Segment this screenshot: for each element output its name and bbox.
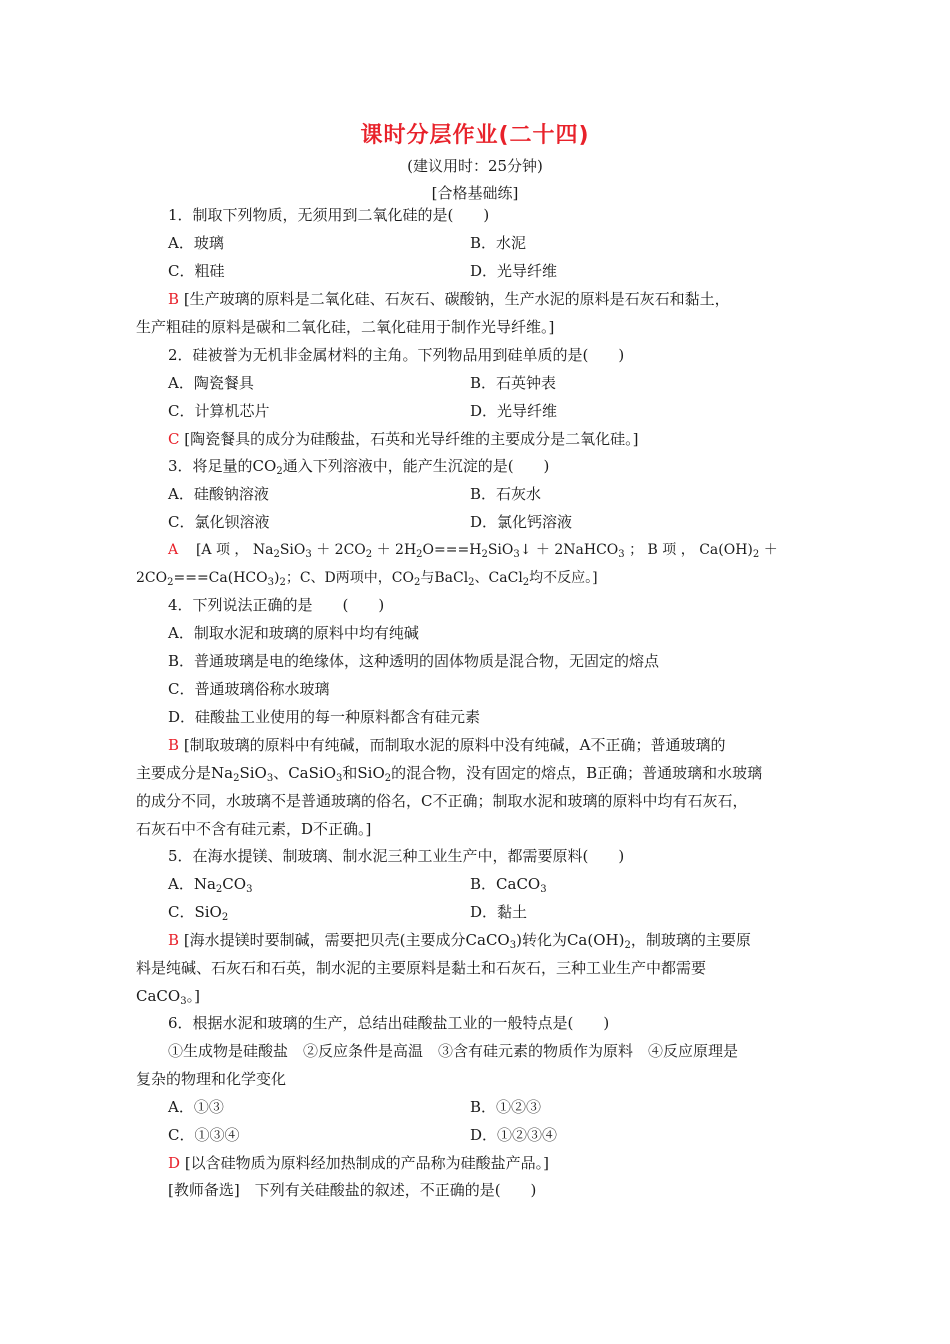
q1-option-a: A．玻璃 [168,234,224,252]
q4-explanation-2 [136,763,762,783]
q4-option-d: D．硅酸盐工业使用的每一种原料都含有硅元素 [168,708,481,726]
q3-exp-part: 均不反应。] [529,570,598,586]
q1-explanation-2: 生产粗硅的原料是碳和二氧化硅，二氧化硅用于制作光导纤维。] [136,318,555,336]
q3-exp-sub: 3 [305,549,312,560]
q4-answer: B [168,736,180,754]
q3-exp-part: O===H [422,542,482,558]
question-1-stem: 1．制取下列物质，无须用到二氧化硅的是( ) [168,206,490,224]
q3-exp-sub: 2 [522,577,530,588]
q5-option-c [168,902,228,922]
q5-explanation-2: 料是纯碱、石灰石和石英，制水泥的主要原料是黏土和石灰石，三种工业生产中都需要 [136,959,707,977]
q3-exp-sub: 2 [273,549,280,560]
q6-option-b: B．①②③ [470,1098,542,1116]
q6-option-c: C．①③④ [168,1126,240,1144]
q3-answer: A [168,542,179,558]
q5-a-sub: 2 [215,884,223,895]
q3-exp-sub: 2 [468,577,475,588]
q5-exp-sub: 2 [624,940,631,951]
q3-exp-sub: 2 [365,549,373,560]
page-title: 课时分层作业(二十四) [360,123,590,148]
q3-exp-part: ＋ [759,542,778,558]
q3-exp-part: ↓ ＋ 2NaHCO [519,542,619,558]
q5-exp-sub: 3 [180,996,187,1007]
q6-option-a: A．①③ [168,1098,224,1116]
question-3-stem [168,456,549,476]
q3-exp-part: ＋ 2CO [311,542,366,558]
q3-exp-sub: 2 [416,549,423,560]
teacher-extra-question: [教师备选] 下列有关硅酸盐的叙述，不正确的是( ) [168,1181,537,1199]
q5-answer-line-1 [168,930,751,950]
q4-exp-part: 的混合物，没有固定的熔点，B正确；普通玻璃和水玻璃 [391,764,763,782]
q3-exp-part: 2CO [136,570,168,586]
q3-option-a: A．硅酸钠溶液 [168,485,269,503]
q5-c-part: C．SiO [168,903,222,921]
q5-exp-part: 。] [186,987,200,1005]
q4-exp-sub: 2 [233,773,240,784]
q3-stem-part: 3．将足量的CO [168,457,277,475]
q3-exp-part: ===Ca(HCO [173,570,268,586]
question-2-stem: 2．硅被誉为无机非金属材料的主角。下列物品用到硅单质的是( ) [168,346,625,364]
q5-exp-sub: 3 [509,940,517,951]
section-label: [合格基础练] [431,184,519,202]
q5-b-sub: 3 [540,884,547,895]
q4-answer-line-1 [168,735,726,755]
q3-exp-part: SiO [279,542,306,558]
q4-exp-part: SiO [239,764,267,782]
q3-option-c: C．氯化钡溶液 [168,513,270,531]
suggested-time: (建议用时：25分钟) [407,157,543,175]
q3-exp-sub: 2 [481,549,488,560]
q3-exp-part: 与BaCl [420,570,469,586]
q5-exp-part: [海水提镁时要制碱，需要把贝壳(主要成分CaCO [183,931,510,949]
q4-exp-part: 主要成分是Na [136,764,234,782]
q6-answer: D [168,1154,181,1172]
q4-explanation-4: 石灰石中不含有硅元素，D不正确。] [136,820,372,838]
q5-explanation-3 [136,986,200,1006]
q3-exp-sub: 2 [167,577,174,588]
q2-option-d: D．光导纤维 [470,402,558,420]
q1-option-c: C．粗硅 [168,262,225,280]
q4-explanation-1: [制取玻璃的原料中有纯碱，而制取水泥的原料中没有纯碱，A不正确；普通玻璃的 [183,736,726,754]
q5-a-sub: 3 [246,884,253,895]
q2-answer-line [168,429,638,449]
question-5-stem: 5．在海水提镁、制玻璃、制水泥三种工业生产中，都需要原料( ) [168,847,625,865]
q2-option-c: C．计算机芯片 [168,402,270,420]
q3-exp-sub: 2 [413,577,421,588]
q3-exp-sub: 2 [279,577,286,588]
q5-option-b [470,874,547,894]
q3-exp-part: SiO [487,542,514,558]
q1-answer: B [168,290,180,308]
q3-exp-part: ) [273,570,280,586]
q3-answer-line-1 [168,540,778,560]
q4-exp-sub: 2 [384,773,392,784]
q6-answer-line [168,1153,549,1173]
q3-stem-part: 通入下列溶液中，能产生沉淀的是( ) [282,457,550,475]
q5-exp-part: CaCO [136,987,181,1005]
q4-exp-part: 、CaSiO [273,764,336,782]
q2-explanation: [陶瓷餐具的成分为硅酸盐，石英和光导纤维的主要成分是二氧化硅。] [184,430,639,448]
q4-exp-sub: 3 [266,773,274,784]
q5-option-d: D．黏土 [470,903,528,921]
q6-option-d: D．①②③④ [470,1126,558,1144]
q6-explanation: [以含硅物质为原料经加热制成的产品称为硅酸盐产品。] [184,1154,550,1172]
q5-a-part: A．Na [168,875,216,893]
q5-b-part: B．CaCO [470,875,541,893]
q5-a-part: CO [222,875,247,893]
q6-statements-2: 复杂的物理和化学变化 [136,1070,287,1088]
q4-exp-part: 和SiO [342,764,385,782]
q1-option-d: D．光导纤维 [470,262,558,280]
q4-option-c: C．普通玻璃俗称水玻璃 [168,680,330,698]
q3-exp-part: [A 项 ， Na [195,542,274,558]
q5-c-sub: 2 [221,912,229,923]
q2-option-b: B．石英钟表 [470,374,557,392]
q5-exp-part: )转化为Ca(OH) [516,931,625,949]
q4-exp-sub: 3 [336,773,343,784]
q4-option-a: A．制取水泥和玻璃的原料中均有纯碱 [168,624,419,642]
q3-exp-sub: 3 [618,549,625,560]
q2-option-a: A．陶瓷餐具 [168,374,254,392]
q5-option-a [168,874,252,894]
q3-exp-part: ； B 项 ， Ca(OH) [624,542,753,558]
q2-answer: C [168,430,180,448]
q3-exp-part: ＋ 2H [372,542,417,558]
q3-exp-sub: 3 [267,577,274,588]
q3-option-d: D．氯化钙溶液 [470,513,573,531]
q5-answer: B [168,931,180,949]
q3-exp-part: 、CaCl [474,570,523,586]
q4-option-b: B．普通玻璃是电的绝缘体，这种透明的固体物质是混合物，无固定的熔点 [168,652,660,670]
question-4-stem: 4．下列说法正确的是 ( ) [168,596,385,614]
q1-option-b: B．水泥 [470,234,527,252]
q3-exp-sub: 3 [513,549,520,560]
q1-answer-line-1 [168,289,730,309]
q6-statements-1: ①生成物是硅酸盐 ②反应条件是高温 ③含有硅元素的物质作为原料 ④反应原理是 [168,1042,739,1060]
q3-explanation-2 [136,568,598,588]
q3-stem-sub: 2 [276,466,283,477]
question-6-stem: 6．根据水泥和玻璃的生产，总结出硅酸盐工业的一般特点是( ) [168,1014,610,1032]
q3-option-b: B．石灰水 [470,485,542,503]
q1-explanation-1: [生产玻璃的原料是二氧化硅、石灰石、碳酸钠，生产水泥的原料是石灰石和黏土， [183,290,730,308]
q3-exp-sub: 2 [752,549,760,560]
q3-exp-part: ；C、D两项中，CO [285,570,414,586]
q5-exp-part: ，制玻璃的主要原 [630,931,751,949]
q4-explanation-3: 的成分不同，水玻璃不是普通玻璃的俗名，C不正确；制取水泥和玻璃的原料中均有石灰石， [136,792,748,810]
